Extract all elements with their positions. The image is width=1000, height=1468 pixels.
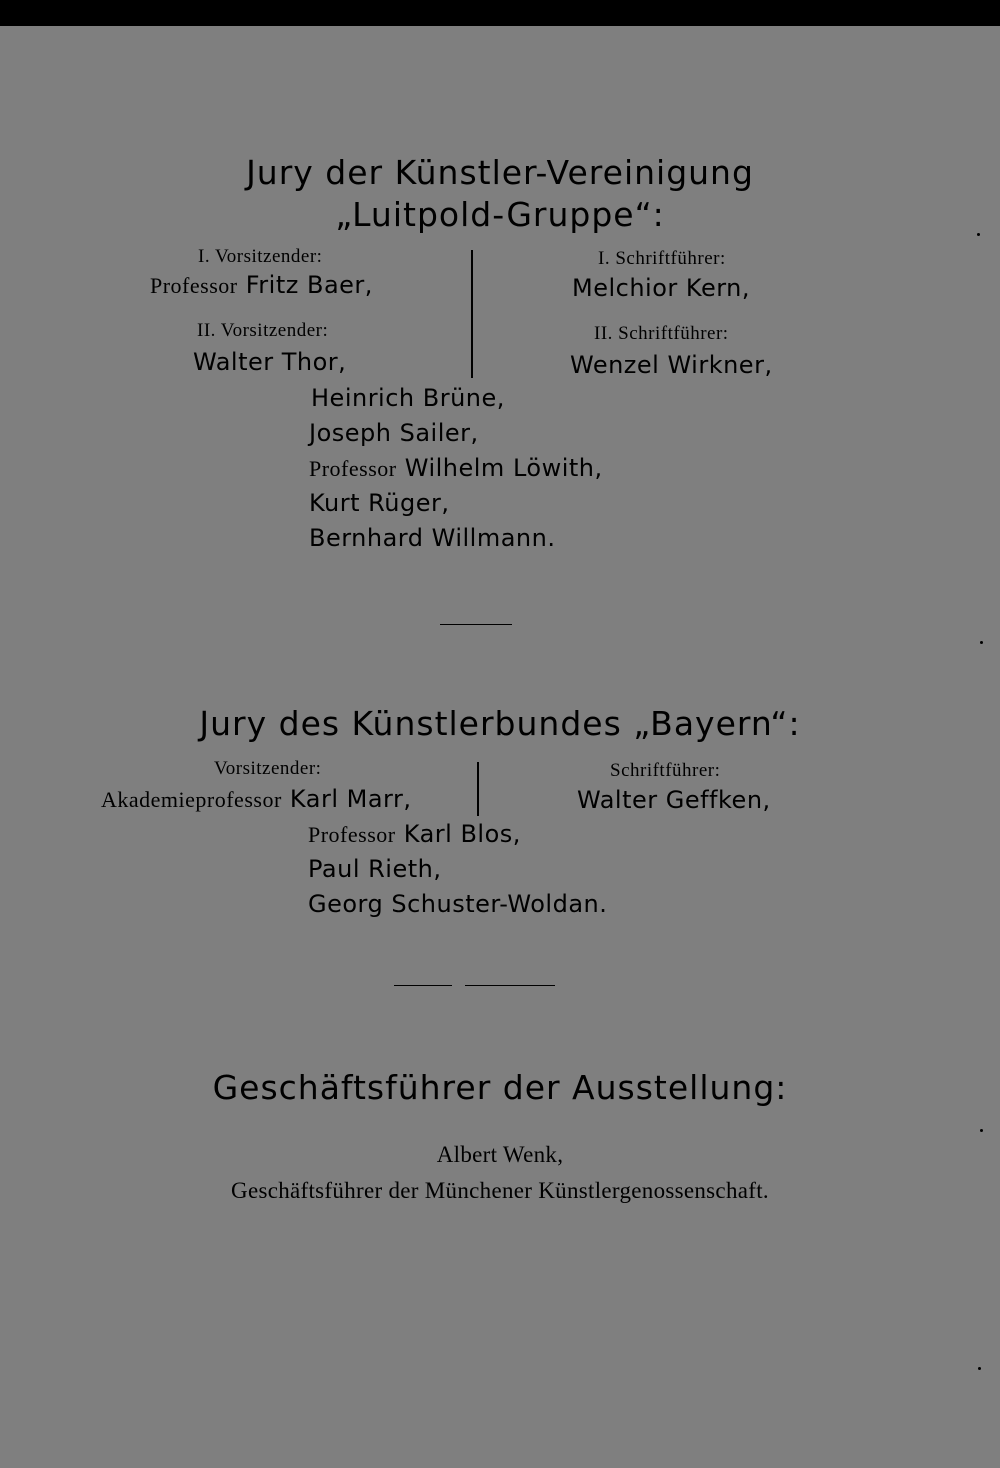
section-divider <box>465 985 555 986</box>
member-name: Kurt Rüger, <box>309 489 450 517</box>
member-name-text: Wilhelm Löwith, <box>404 454 603 482</box>
member-name: Joseph Sailer, <box>309 419 479 447</box>
role-label: Schriftführer: <box>610 760 721 781</box>
member-name <box>101 787 411 811</box>
section-heading: Geschäftsführer der Ausstellung: <box>212 1068 788 1107</box>
column-divider <box>471 250 473 378</box>
manager-description: Geschäftsführer der Münchener Künstlergenossenschaft. <box>231 1178 769 1203</box>
member-name: Georg Schuster-Woldan. <box>308 890 608 918</box>
member-name <box>309 456 603 480</box>
member-name: Walter Geffken, <box>577 786 771 814</box>
member-title: Akademieprofessor <box>101 787 282 812</box>
role-label: I. Schriftführer: <box>598 248 726 269</box>
member-name-text: Fritz Baer, <box>245 271 373 299</box>
member-name <box>308 822 521 846</box>
member-name: Walter Thor, <box>193 348 347 376</box>
member-name <box>150 273 373 297</box>
role-label: II. Vorsitzender: <box>197 320 329 341</box>
member-name: Paul Rieth, <box>308 855 442 883</box>
member-name: Heinrich Brüne, <box>311 384 505 412</box>
role-label: II. Schriftführer: <box>594 323 729 344</box>
scan-speck <box>977 233 980 236</box>
member-title: Professor <box>150 273 238 298</box>
member-name-text: Karl Blos, <box>403 820 521 848</box>
section-divider <box>440 624 512 625</box>
member-name: Wenzel Wirkner, <box>570 351 773 379</box>
member-name-text: Karl Marr, <box>289 785 412 813</box>
role-label: Vorsitzender: <box>214 758 322 779</box>
section-heading-continued: „Luitpold-Gruppe“: <box>335 195 665 234</box>
section-divider <box>394 985 452 986</box>
role-label: I. Vorsitzender: <box>198 246 323 267</box>
scan-speck <box>980 1129 983 1132</box>
member-title: Professor <box>309 456 397 481</box>
manager-name: Albert Wenk, <box>436 1142 564 1167</box>
member-title: Professor <box>308 822 396 847</box>
section-heading: Jury des Künstlerbundes „Bayern“: <box>199 704 801 743</box>
column-divider <box>477 762 479 816</box>
scan-speck <box>980 641 983 644</box>
scan-speck <box>978 1367 981 1370</box>
member-name: Bernhard Willmann. <box>309 524 556 552</box>
section-heading: Jury der Künstler-Vereinigung <box>246 153 754 192</box>
scan-top-border <box>0 0 1000 26</box>
member-name: Melchior Kern, <box>572 274 750 302</box>
